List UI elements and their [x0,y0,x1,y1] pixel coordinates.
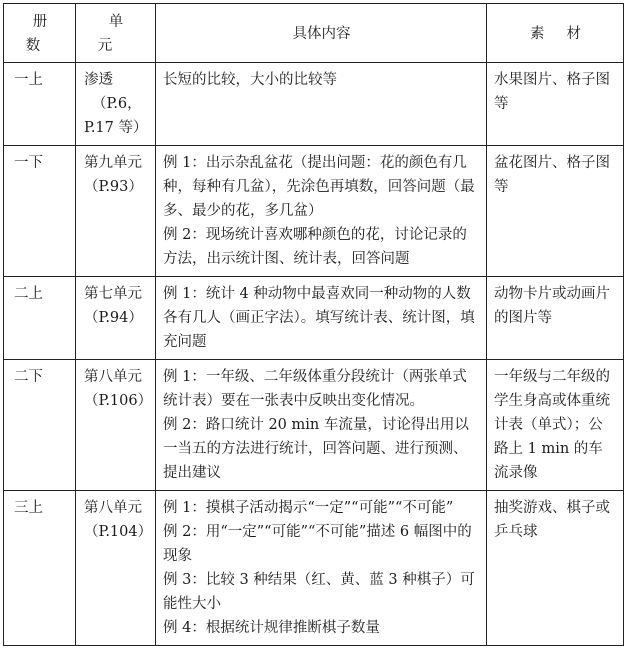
material-cell: 一年级与二年级的学生身高或体重统计表（单式）；公路上 1 min 的车流录像 [487,360,624,491]
unit-line: 第八单元 [84,500,142,516]
grade-cell: 二下 [4,360,76,491]
header-material: 素材 [487,4,624,63]
content-cell [156,360,487,491]
unit-line: （P.106） [84,393,153,409]
unit-line: （P.6， [92,96,142,112]
material-cell: 抽奖游戏、棋子或乒乓球 [487,491,624,646]
content-item: 例 1：一年级、二年级体重分段统计（两张单式统计表）要在一张表中反映出变化情况。 [163,369,467,409]
content-item: 例 1：摸棋子活动揭示“一定”“可能”“不可能” [163,500,454,516]
unit-cell [76,491,156,646]
content-item: 例 2：用“一定”“可能”“不可能”描述 6 幅图中的现象 [163,524,472,564]
material-cell: 盆花图片、格子图等 [487,146,624,277]
table-row [4,146,624,277]
material-cell: 水果图片、格子图等 [487,63,624,146]
grade-cell: 一上 [4,63,76,146]
header-grade: 册数 [4,4,76,63]
curriculum-table [3,3,624,646]
content-cell [156,146,487,277]
grade-cell: 二上 [4,277,76,360]
unit-line: （P.93） [84,179,143,195]
grade-cell: 三上 [4,491,76,646]
unit-cell [76,277,156,360]
unit-cell [76,63,156,146]
table-row [4,277,624,360]
unit-line: 渗透 [84,72,113,88]
unit-line: P.17 等） [84,120,148,136]
unit-line: 第九单元 [84,155,142,171]
content-item: 例 1：出示杂乱盆花（提出问题：花的颜色有几种，每种有几盆），先涂色再填数，回答问题（最多、最少的花，多几盆） [163,155,475,219]
unit-line: 第八单元 [84,369,142,385]
content-item: 例 1：统计 4 种动物中最喜欢同一种动物的人数各有几人（画正字法）。填写统计表、统计图，填充问题 [163,286,475,350]
content-item: 长短的比较，大小的比较等 [163,72,337,88]
content-cell [156,277,487,360]
content-item: 例 4：根据统计规律推断棋子数量 [163,620,380,636]
content-item: 例 2：现场统计喜欢哪种颜色的花，讨论记录的方法，出示统计图、统计表，回答问题 [163,227,467,267]
unit-line: 第七单元 [84,286,142,302]
table-row [4,63,624,146]
content-cell [156,63,487,146]
content-item: 例 2：路口统计 20 min 车流量，讨论得出用以一当五的方法进行统计，回答问题、进行预测、提出建议 [163,417,469,481]
unit-cell [76,360,156,491]
table-row [4,491,624,646]
header-content: 具体内容 [156,4,487,63]
content-cell [156,491,487,646]
unit-cell [76,146,156,277]
header-row [4,4,624,63]
unit-line: （P.94） [84,310,143,326]
content-item: 例 3：比较 3 种结果（红、黄、蓝 3 种棋子）可能性大小 [163,572,475,612]
material-cell: 动物卡片或动画片的图片等 [487,277,624,360]
grade-cell: 一下 [4,146,76,277]
header-unit: 单元 [76,4,156,63]
unit-line: （P.104） [84,524,153,540]
table-row [4,360,624,491]
